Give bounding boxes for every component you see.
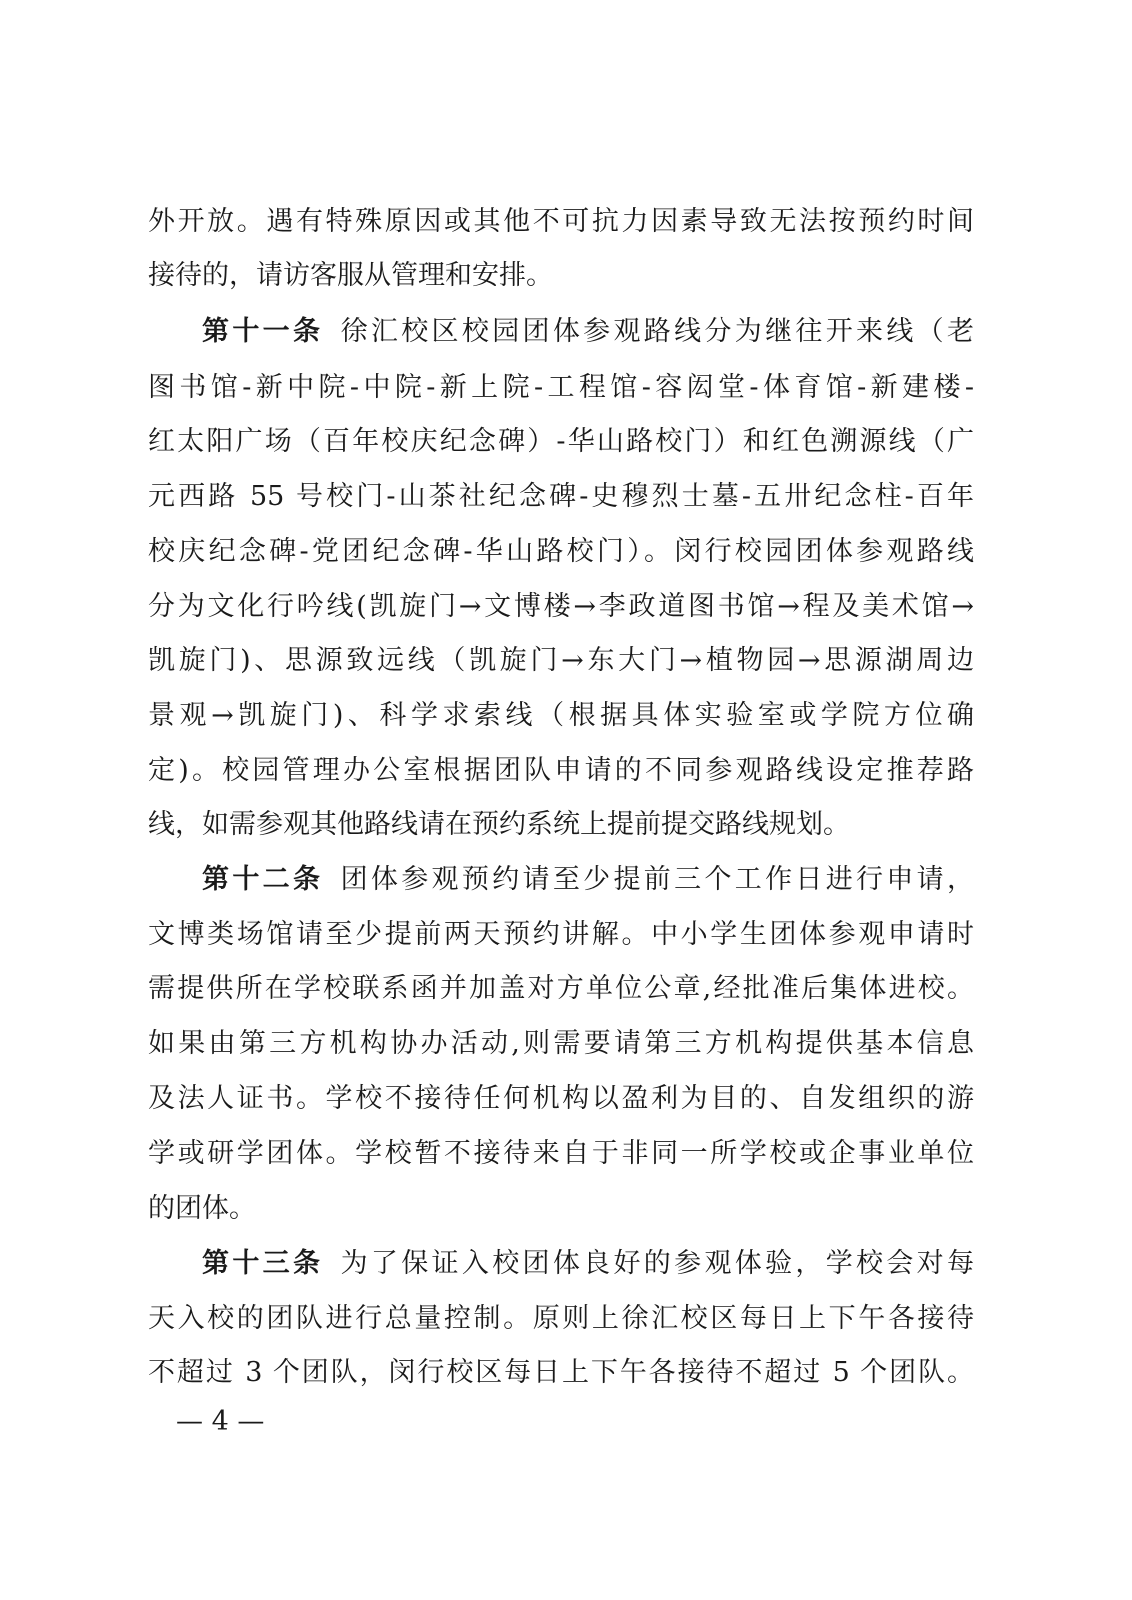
paragraph-line: 线，如需参观其他路线请在预约系统上提前提交路线规划。 [148,809,850,840]
paragraph-line: 凯旋门)、思源致远线（凯旋门→东大门→植物园→思源湖周边 [148,645,974,676]
paragraph-line: 不超过 3 个团队，闵行校区每日上下午各接待不超过 5 个团队。 [148,1357,974,1388]
paragraph-line: 需提供所在学校联系函并加盖对方单位公章,经批准后集体进校。 [148,973,974,1004]
paragraph-line: 及法人证书。学校不接待任何机构以盈利为目的、自发组织的游 [148,1083,974,1114]
paragraph-line: 为了保证入校团体良好的参观体验，学校会对每 [337,1248,974,1279]
paragraph-line: 的团体。 [148,1193,256,1224]
article-12-first-line [202,860,974,900]
paragraph-line: 如果由第三方机构协办活动,则需要请第三方机构提供基本信息 [148,1028,974,1059]
paragraph-line: 元西路 55 号校门-山茶社纪念碑-史穆烈士墓-五卅纪念柱-百年 [148,481,974,512]
page-number: — 4 — [176,1406,265,1437]
paragraph-line: 徐汇校区校园团体参观路线分为继往开来线（老 [337,316,974,347]
paragraph-line: 景观→凯旋门)、科学求索线（根据具体实验室或学院方位确 [148,700,974,731]
paragraph-line: 校庆纪念碑-党团纪念碑-华山路校门）。闵行校园团体参观路线 [148,536,974,567]
article-heading: 第十二条 [202,864,324,895]
paragraph-line: 学或研学团体。学校暂不接待来自于非同一所学校或企事业单位 [148,1138,974,1169]
paragraph-line: 图书馆-新中院-中院-新上院-工程馆-容闳堂-体育馆-新建楼- [148,372,974,403]
article-heading: 第十三条 [202,1248,324,1279]
paragraph-line: 分为文化行吟线(凯旋门→文博楼→李政道图书馆→程及美术馆→ [148,591,974,622]
article-heading: 第十一条 [202,316,324,347]
paragraph-line: 天入校的团队进行总量控制。原则上徐汇校区每日上下午各接待 [148,1303,974,1334]
paragraph-line: 接待的，请访客服从管理和安排。 [148,260,553,291]
paragraph-line: 红太阳广场（百年校庆纪念碑）-华山路校门）和红色溯源线（广 [148,426,974,457]
paragraph-line: 定)。校园管理办公室根据团队申请的不同参观路线设定推荐路 [148,755,974,786]
paragraph-line: 文博类场馆请至少提前两天预约讲解。中小学生团体参观申请时 [148,919,974,950]
article-13-first-line [202,1244,974,1284]
paragraph-line: 团体参观预约请至少提前三个工作日进行申请， [337,864,974,895]
paragraph-line: 外开放。遇有特殊原因或其他不可抗力因素导致无法按预约时间 [148,206,974,237]
article-11-first-line [202,312,974,352]
